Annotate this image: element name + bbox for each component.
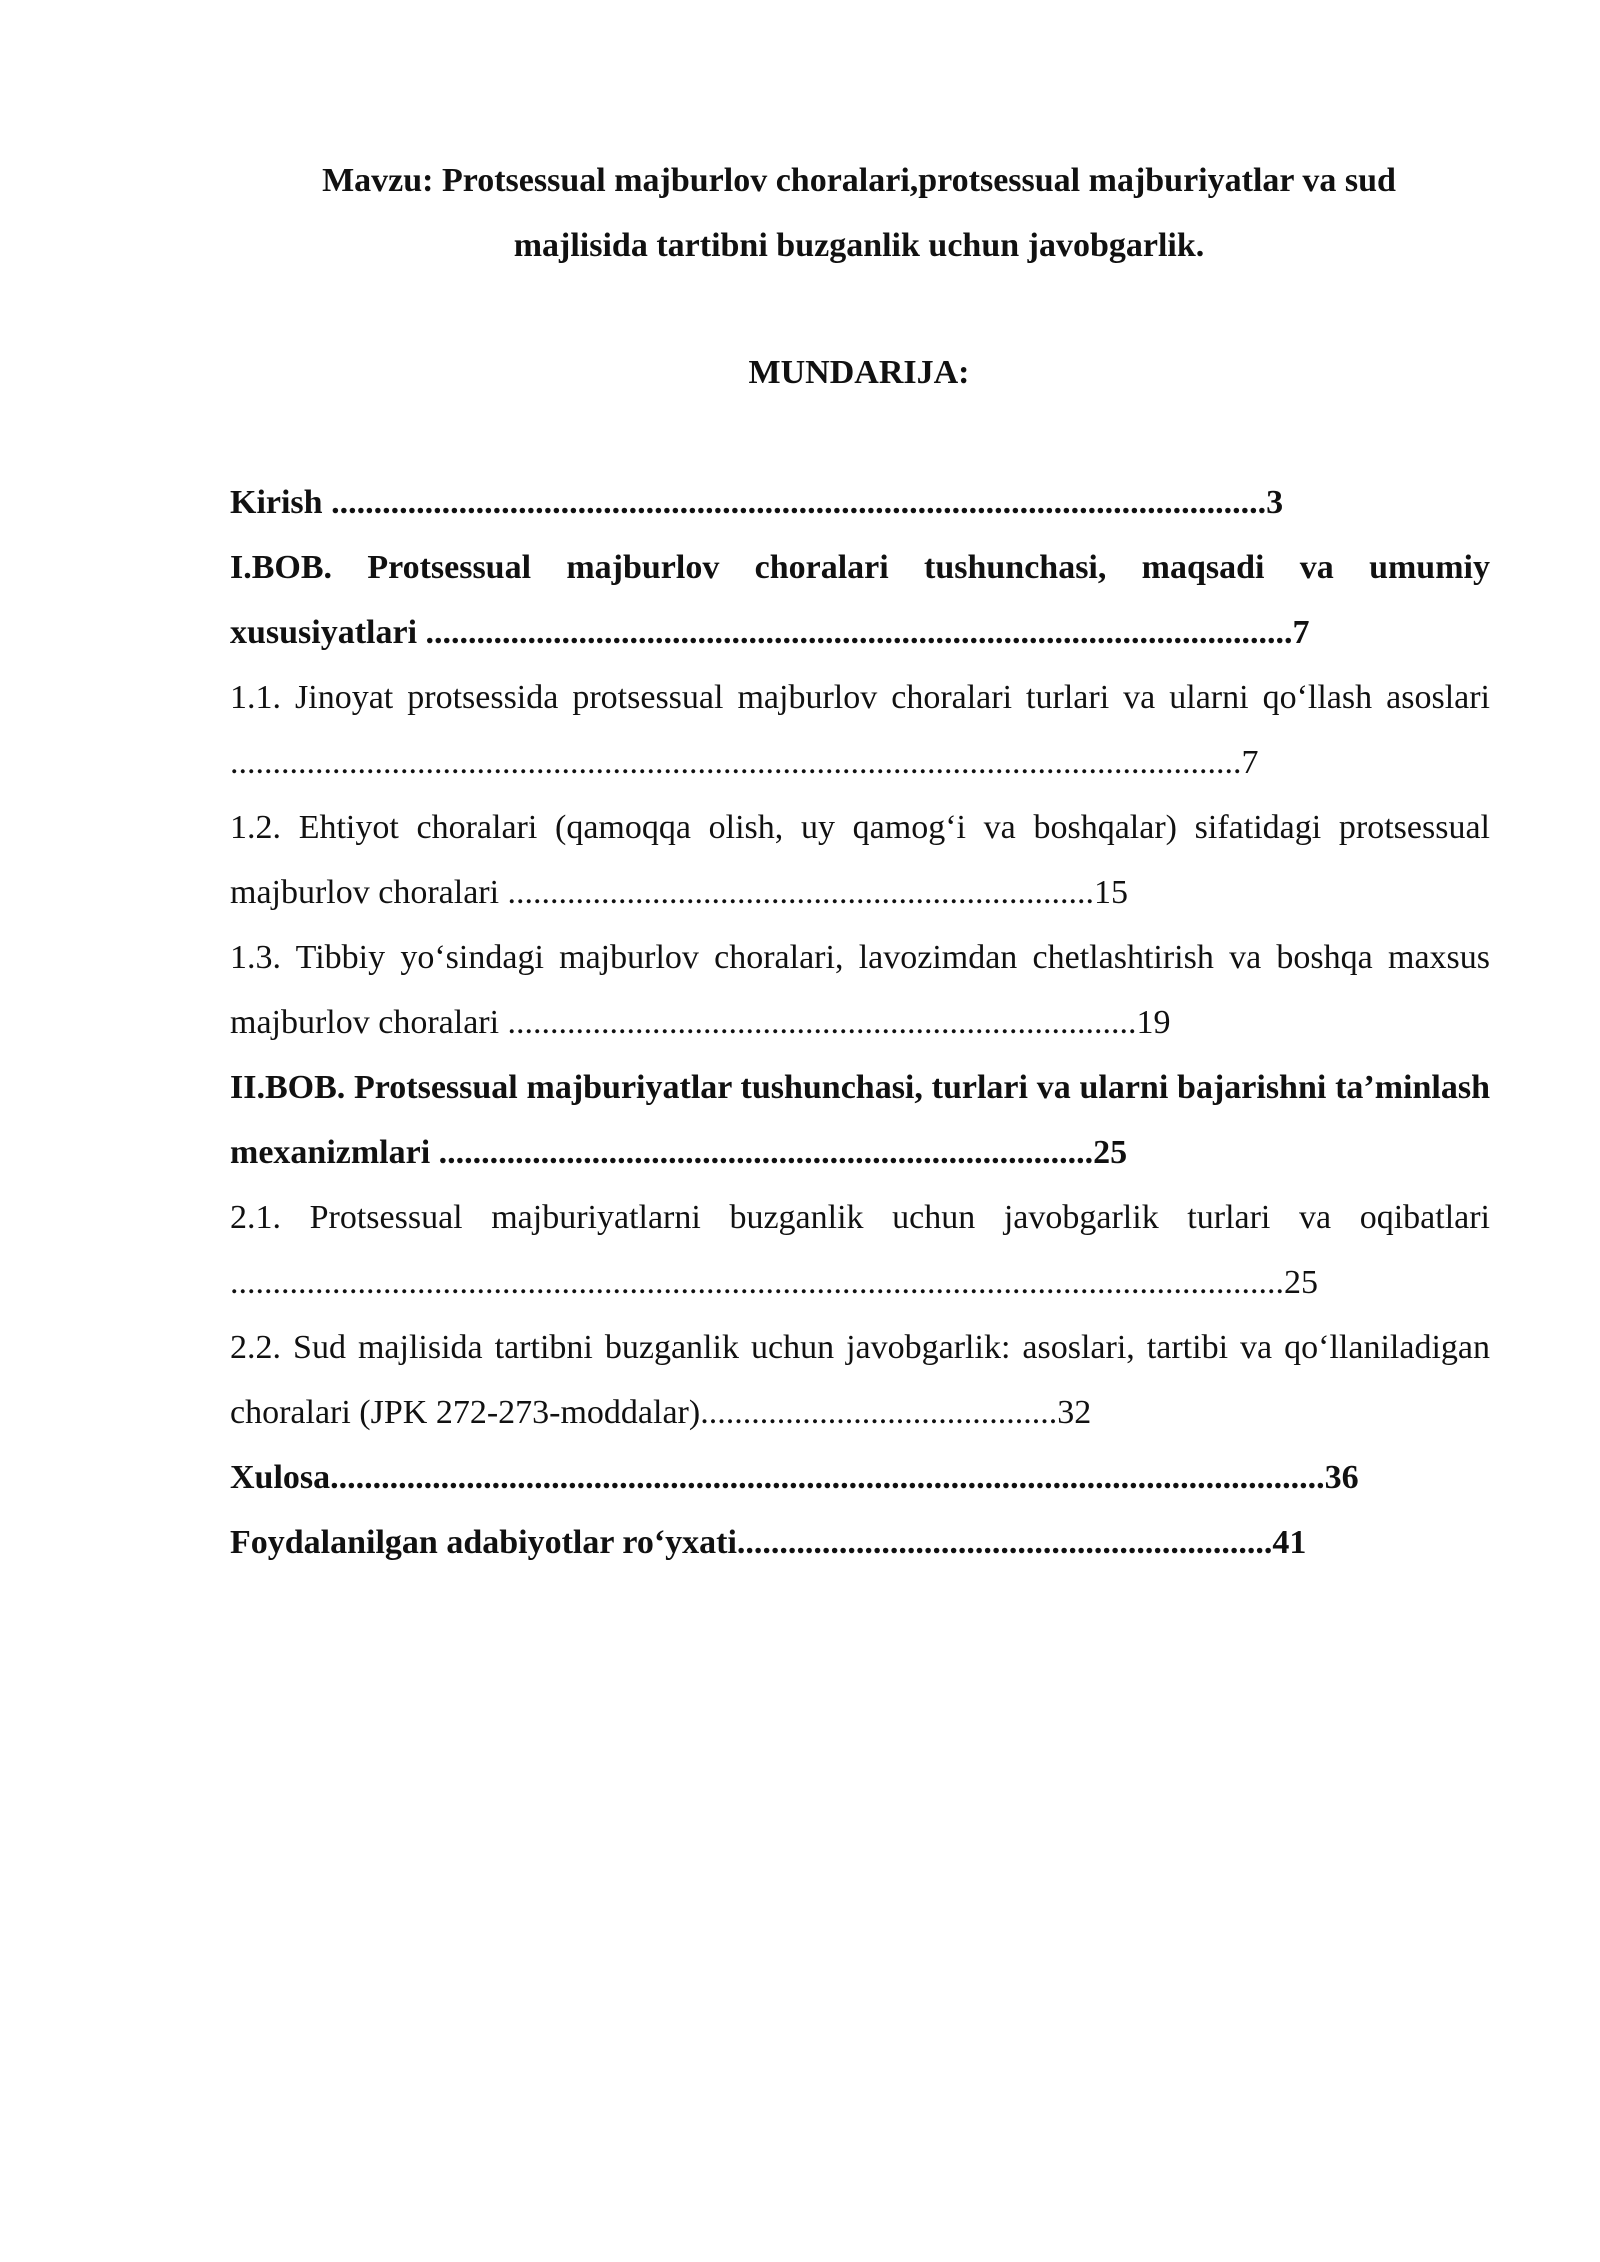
toc-entry-1-2: 1.2. Ehtiyot choralari (qamoqqa olish, uy qamog‘i va boshqalar) sifatidagi protsessual majburlov choralari .....................................................................15 (230, 809, 1490, 911)
title-line-2: majlisida tartibni buzganlik uchun javobgarlik. (513, 227, 1205, 264)
toc-entry-2-1: 2.1. Protsessual majburiyatlarni buzganlik uchun javobgarlik turlari va oqibatlari ............................................................................................................................25 (230, 1199, 1490, 1301)
toc-entry-1-3: 1.3. Tibbiy yo‘sindagi majburlov choralari, lavozimdan chetlashtirish va boshqa maxsus majburlov choralari ..........................................................................19 (230, 939, 1490, 1041)
toc-entry-1-1: 1.1. Jinoyat protsessida protsessual majburlov choralari turlari va ularni qo‘llash asoslari .......................................................................................................................7 (230, 679, 1490, 781)
document-title (232, 148, 1486, 278)
table-of-contents (230, 470, 1490, 1575)
toc-heading: MUNDARIJA: (748, 354, 970, 391)
toc-entry-2-2: 2.2. Sud majlisida tartibni buzganlik uchun javobgarlik: asoslari, tartibi va qo‘llaniladigan choralari (JPK 272-273-moddalar)..........................................32 (230, 1329, 1490, 1431)
toc-entry-xulosa: Xulosa.....................................................................................................................36 (230, 1459, 1359, 1496)
toc-entry-kirish: Kirish ..............................................................................................................3 (230, 484, 1284, 521)
toc-entry-chapter-1: I.BOB. Protsessual majburlov choralari tushunchasi, maqsadi va umumiy xususiyatlari ......................................................................................................7 (230, 549, 1490, 651)
toc-entry-chapter-2: II.BOB. Protsessual majburiyatlar tushunchasi, turlari va ularni bajarishni ta’minlash mexanizmlari .............................................................................25 (230, 1069, 1490, 1171)
toc-entry-references: Foydalanilgan adabiyotlar ro‘yxati...............................................................41 (230, 1524, 1307, 1561)
title-line-1: Mavzu: Protsessual majburlov choralari,protsessual majburiyatlar va sud (322, 162, 1396, 199)
